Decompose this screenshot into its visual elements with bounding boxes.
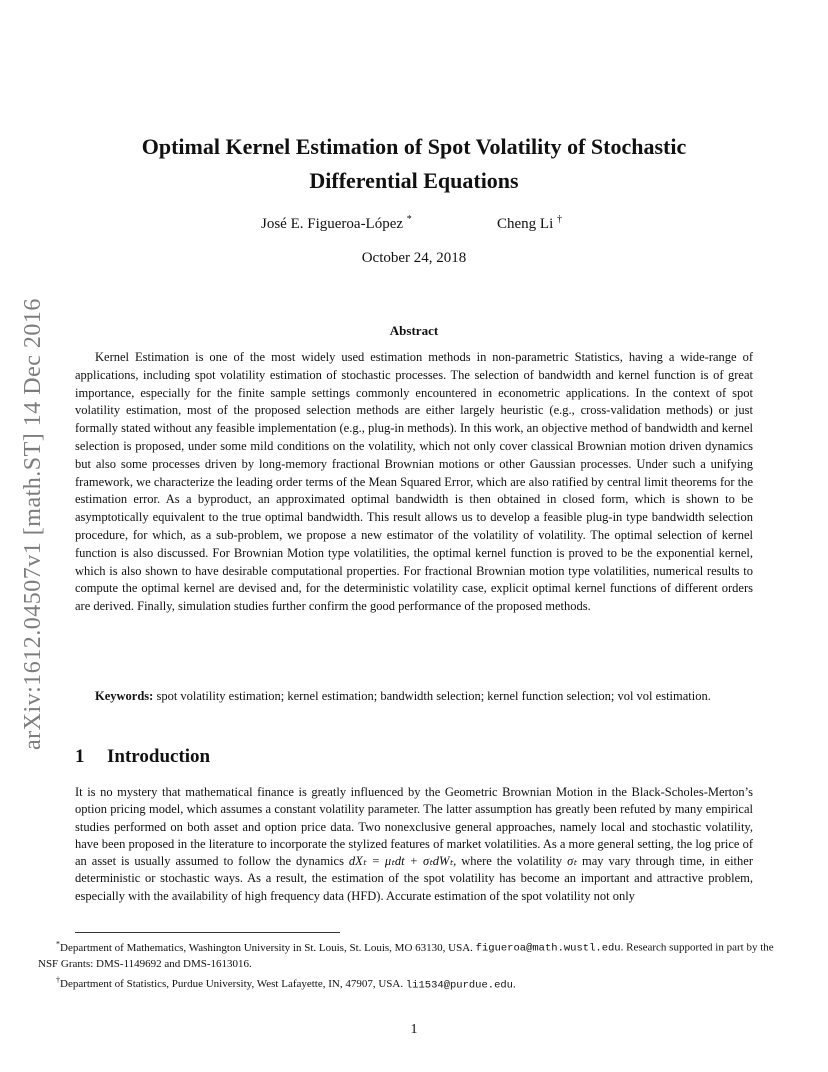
- introduction-body: [75, 784, 753, 905]
- footnote-2-email[interactable]: li1534@purdue.edu: [405, 979, 513, 992]
- intro-text-2: , where the volatility: [453, 854, 568, 869]
- author-1-name: José E. Figueroa-López: [261, 216, 404, 232]
- footnote-divider: [75, 932, 340, 933]
- footnote-1: [38, 936, 790, 973]
- volatility-symbol: σₜ: [567, 854, 577, 869]
- author-list: [0, 214, 828, 234]
- intro-text-3: may vary through time, in either deterministic or stochastic ways. As a result, the estimation of the spot volatility has become an important and attractive problem, especially with the availability of high frequency data (HFD). Accurate estimation of the spot volatility not only: [75, 854, 753, 903]
- section-number: 1: [75, 746, 85, 767]
- author-1: [261, 214, 412, 233]
- footnote-1-text: Department of Mathematics, Washington University in St. Louis, St. Louis, MO 63130, USA.: [60, 941, 476, 954]
- title-line-1: Optimal Kernel Estimation of Spot Volatility of Stochastic: [141, 134, 687, 159]
- arxiv-stamp-text: arXiv:1612.04507v1 [math.ST] 14 Dec 2016: [20, 298, 46, 750]
- keywords-paragraph: [75, 688, 753, 706]
- abstract-heading: Abstract: [389, 323, 439, 338]
- author-1-mark: *: [406, 214, 412, 225]
- author-2-name: Cheng Li: [497, 216, 554, 232]
- footnote-2: [38, 973, 790, 994]
- author-2-mark: †: [557, 214, 562, 225]
- intro-text-1: It is no mystery that mathematical finance is greatly influenced by the Geometric Brownian Motion in the Black-Scholes-Merton’s option pricing model, which assumes a constant volatility parameter. The latter assumption has greatly been refuted by many empirical studies performed on both asset and option price data. Two nonexclusive general approaches, namely local and stochastic volatility, have been proposed in the literature to incorporate the stylized features of market volatilities. As a more general setting, the log price of an asset is usually assumed to follow the dynamics: [75, 785, 753, 869]
- paper-date: October 24, 2018: [361, 250, 467, 266]
- footnote-1-mark: *: [56, 939, 60, 948]
- arxiv-stamp: [20, 270, 52, 750]
- footnote-1-after: . Research supported in part by the NSF Grants: DMS-1149692 and DMS-1613016.: [38, 941, 774, 971]
- footnote-2-text: Department of Statistics, Purdue University, West Lafayette, IN, 47907, USA.: [60, 978, 406, 991]
- dynamics-equation: dXₜ = μₜdt + σₜdWₜ: [348, 854, 454, 869]
- paper-title: [60, 130, 768, 198]
- footnote-2-after: .: [512, 978, 516, 991]
- section-title: Introduction: [107, 746, 211, 767]
- keywords-label: Keywords:: [95, 689, 154, 703]
- title-line-2: Differential Equations: [309, 168, 519, 193]
- page-number: 1: [410, 1022, 418, 1037]
- keywords-text: spot volatility estimation; kernel estimation; bandwidth selection; kernel function selection; vol vol estimation.: [156, 689, 711, 703]
- footnote-1-email[interactable]: figueroa@math.wustl.edu: [475, 942, 621, 955]
- footnote-2-mark: †: [56, 975, 60, 985]
- footnotes: [38, 936, 790, 994]
- abstract-body: Kernel Estimation is one of the most widely used estimation methods in non-parametric Statistics, having a wide-range of applications, including spot volatility estimation of stochastic processes. The selection of bandwidth and kernel function is of great importance, especially for the finite sample settings commonly encountered in econometric applications. In the context of spot volatility estimation, most of the proposed selection methods are either largely heuristic (e.g., cross-validation methods) or just formally stated without any feasible implementation (e.g., plug-in methods). In this work, an objective method of bandwidth and kernel selection is proposed, under some mild conditions on the volatility, which not only cover classical Brownian motion driven dynamics but also some processes driven by long-memory fractional Brownian motions or other Gaussian processes. Under such a unifying framework, we characterize the leading order terms of the Mean Squared Error, which are also ratified by central limit theorems for the estimation error. As a byproduct, an approximated optimal bandwidth is then obtained in closed form, which is shown to be asymptotically equivalent to the true optimal bandwidth. This result allows us to develop a feasible plug-in type bandwidth selection procedure, for which, as a sub-problem, we propose a new estimator of the volatility of volatility. The optimal selection of kernel function is also discussed. For Brownian Motion type volatilities, the optimal kernel function is proved to be the exponential kernel, which is also shown to have desirable computational properties. For fractional Brownian motion type volatilities, numerical results to compute the optimal kernel are devised and, for the deterministic volatility case, explicit optimal kernel functions of different orders are derived. Finally, simulation studies further confirm the good performance of the proposed methods.: [75, 350, 753, 614]
- author-2: [497, 214, 562, 233]
- section-heading: [75, 746, 210, 768]
